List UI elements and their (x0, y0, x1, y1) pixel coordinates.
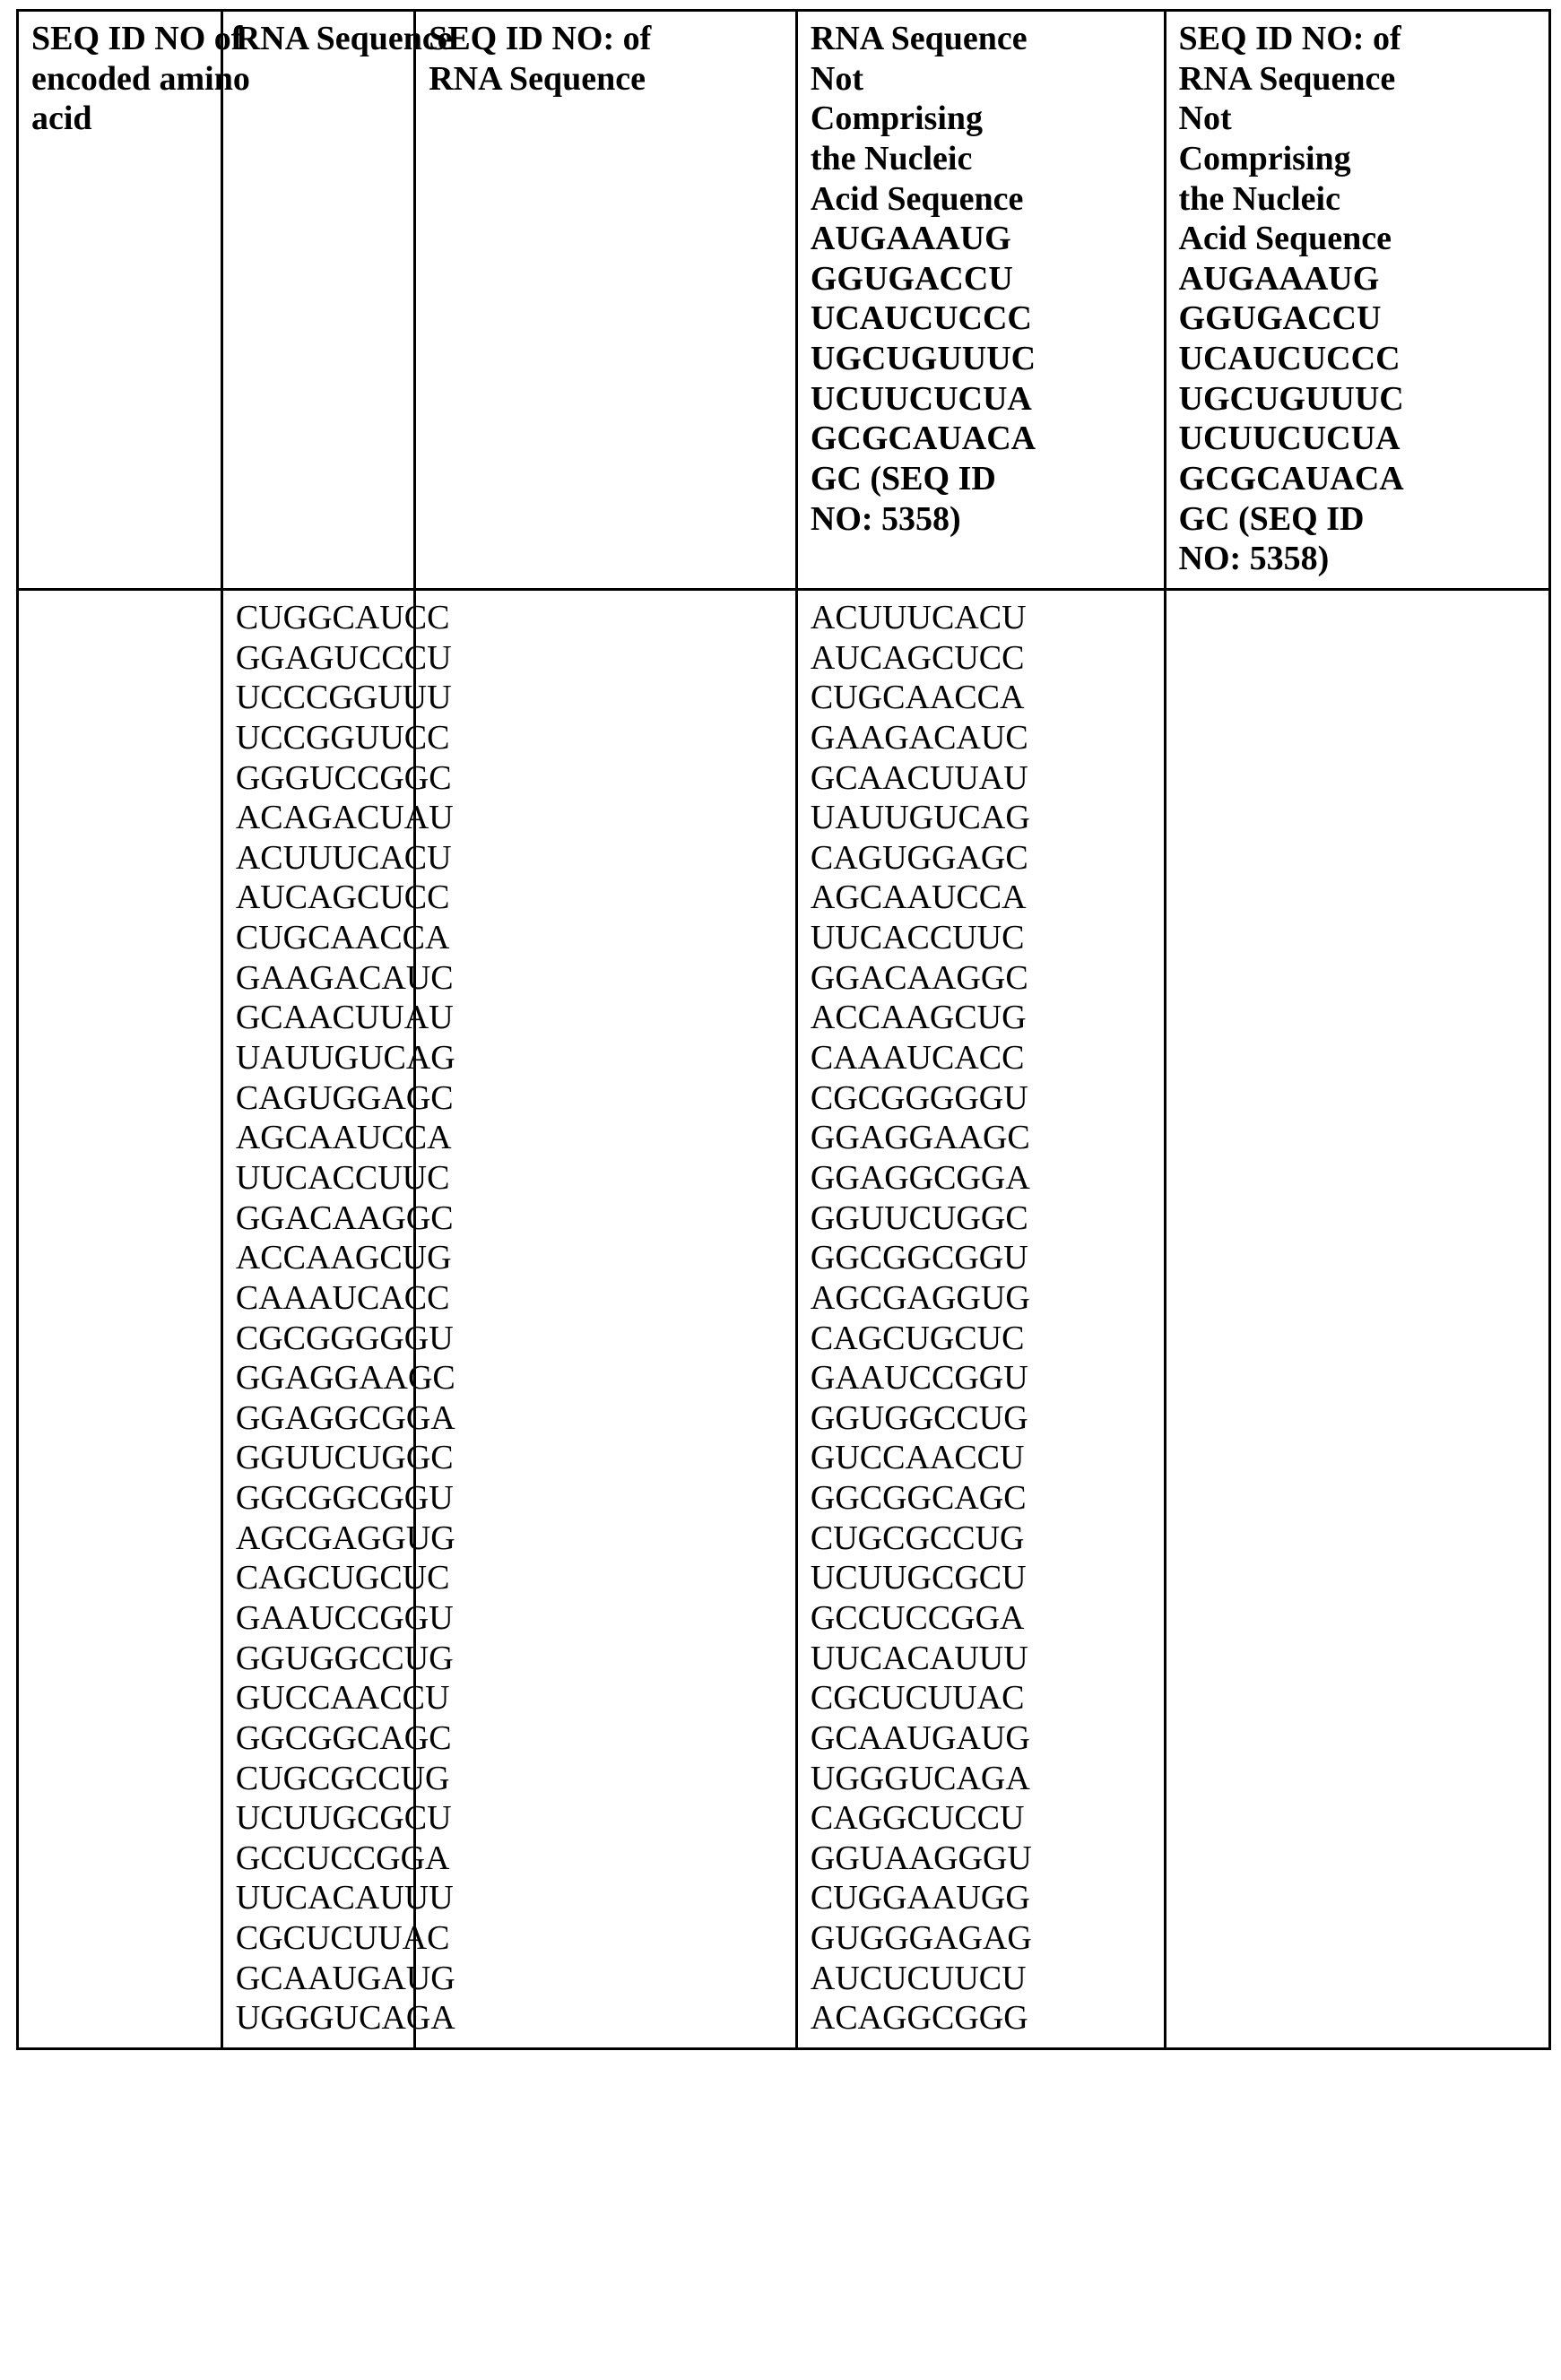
header-line: encoded amino (31, 59, 250, 98)
table-cell-cell-r1c2 (221, 589, 455, 2048)
sequence-line: UAUUGUCAG (810, 799, 1030, 837)
header-line: Comprising (810, 100, 984, 138)
column-header-1 (18, 11, 250, 590)
sequence-line: GGACAAGGC (235, 1199, 454, 1237)
sequence-line: CUGCAACCA (810, 679, 1025, 717)
sequence-line: CUGCGCCUG (810, 1519, 1025, 1557)
sequence-line: CUGGAAUGG (810, 1879, 1030, 1917)
sequence-line: CAGUGGAGC (810, 838, 1028, 877)
sequence-line: CGCUCUUAC (235, 1919, 450, 1958)
sequence-line: AUCAGCUCC (235, 878, 450, 917)
sequence-line: GGUAAGGGU (810, 1839, 1032, 1877)
header-line: AUGAAAUG (810, 220, 1011, 258)
sequence-line: GGAGGCGGA (810, 1158, 1030, 1197)
sequence-line: GCAAUGAUG (810, 1718, 1030, 1757)
sequence-line: AGCGAGGUG (810, 1278, 1030, 1317)
sequence-line: GAAGACAUC (810, 718, 1028, 757)
sequence-line: CAGCUGCUC (810, 1319, 1025, 1357)
header-line: SEQ ID NO: of (1178, 20, 1401, 57)
sequence-line: UCUUGCGCU (810, 1559, 1027, 1597)
sequence-line: ACAGACUAU (235, 799, 454, 837)
column-header-lines (429, 19, 786, 99)
table-cell-cell-r1c4 (796, 589, 1165, 2048)
header-line: Not (1178, 100, 1232, 138)
table-row (18, 589, 1550, 2048)
header-line: the Nucleic (810, 139, 973, 177)
column-header-lines (811, 19, 1155, 539)
column-header-2 (221, 11, 453, 590)
sequence-line: GGUUCUGGC (810, 1199, 1028, 1237)
header-line: AUGAAAUG (1178, 259, 1380, 298)
sequence-line: GUCCAACCU (810, 1439, 1025, 1477)
sequence-line-list (235, 598, 455, 2038)
sequence-line: AGCAAUCCA (810, 878, 1027, 917)
sequence-line: AUCUCUUCU (810, 1959, 1027, 1997)
sequence-line: GGCGGCGGU (810, 1239, 1028, 1277)
header-line: GGUGACCU (1178, 299, 1382, 338)
header-line: Acid Sequence (810, 179, 1024, 218)
table-cell-cell-r1c3 (415, 589, 797, 2048)
sequence-line: UUCACAUUU (235, 1879, 454, 1917)
header-line: acid (31, 100, 92, 138)
empty-cell (1179, 598, 1539, 601)
sequence-line: GGUGGCCUG (810, 1398, 1028, 1437)
sequence-line: UUCACCUUC (810, 919, 1025, 957)
sequence-line: UGGGUCAGA (235, 1999, 455, 2038)
sequence-line: GUCCAACCU (235, 1679, 450, 1718)
sequence-line: GGUGGCCUG (235, 1639, 454, 1677)
header-line: UCUUCUCUA (810, 379, 1032, 418)
sequence-line: CGCGGGGGU (810, 1078, 1028, 1117)
sequence-line: CUGCGCCUG (235, 1759, 450, 1797)
sequence-line: AUCAGCUCC (810, 638, 1025, 677)
table-cell-cell-r1c1 (18, 589, 222, 2048)
sequence-line: CUGCAACCA (235, 919, 450, 957)
sequence-line: AGCGAGGUG (235, 1519, 455, 1557)
sequence-line: CUGGCAUCC (235, 598, 450, 636)
sequence-line: UUCACAUUU (810, 1639, 1028, 1677)
sequence-line: GGCGGCAGC (235, 1718, 452, 1757)
sequence-line: GCAACUUAU (235, 999, 454, 1037)
sequence-line: GGAGGCGGA (235, 1398, 455, 1437)
sequence-line: GGUUCUGGC (235, 1439, 454, 1477)
header-line: the Nucleic (1178, 179, 1340, 218)
header-line: NO: 5358) (1178, 540, 1330, 578)
header-line: Comprising (1178, 139, 1351, 177)
header-line: UGCUGUUUC (1178, 379, 1404, 418)
header-line: RNA Sequence (235, 20, 453, 57)
sequence-line: CGCGGGGGU (235, 1319, 454, 1357)
column-header-5 (1165, 11, 1549, 590)
sequence-line: UAUUGUCAG (235, 1039, 455, 1077)
column-header-lines (31, 19, 250, 139)
sequence-line: GGAGGAAGC (810, 1119, 1030, 1157)
sequence-line: CAGUGGAGC (235, 1078, 454, 1117)
sequence-line: CAGGCUCCU (810, 1799, 1025, 1838)
table-header-row (18, 11, 1550, 590)
sequence-line: CGCUCUUAC (810, 1679, 1025, 1718)
sequence-line: GGGUCCGGC (235, 758, 452, 797)
column-header-3 (415, 11, 797, 590)
header-line: UCAUCUCCC (1178, 340, 1401, 378)
table-cell-cell-r1c5 (1165, 589, 1549, 2048)
sequence-line: GGAGGAAGC (235, 1359, 455, 1398)
header-line: GCGCAUACA (810, 420, 1036, 458)
sequence-line: ACAGGCGGG (810, 1999, 1028, 2038)
sequence-line: UGGGUCAGA (810, 1759, 1030, 1797)
sequence-line: CAGCUGCUC (235, 1559, 450, 1597)
sequence-line: UCUUGCGCU (235, 1799, 452, 1838)
sequence-line: CAAAUCACC (235, 1278, 450, 1317)
rna-sequence-table (16, 9, 1551, 2050)
header-line: GGUGACCU (810, 259, 1013, 298)
column-header-4 (796, 11, 1165, 590)
header-line: UCAUCUCCC (810, 299, 1032, 338)
header-line: UCUUCUCUA (1178, 420, 1401, 458)
sequence-line: GAAUCCGGU (810, 1359, 1028, 1398)
header-line: SEQ ID NO: of (429, 20, 652, 57)
sequence-line: GCAACUUAU (810, 758, 1028, 797)
sequence-line: GAAUCCGGU (235, 1598, 454, 1637)
sequence-line: GGACAAGGC (810, 958, 1028, 997)
column-header-lines (235, 19, 453, 59)
sequence-line: GAAGACAUC (235, 958, 454, 997)
header-line: SEQ ID NO of (31, 20, 243, 57)
sequence-line: GGAGUCCCU (235, 638, 452, 677)
sequence-line: ACCAAGCUG (235, 1239, 452, 1277)
sequence-line: ACUUUCACU (235, 838, 452, 877)
empty-cell (31, 598, 212, 601)
header-line: RNA Sequence (810, 20, 1028, 57)
sequence-line: ACCAAGCUG (810, 999, 1027, 1037)
sequence-line: GUGGGAGAG (810, 1919, 1032, 1958)
header-line: Acid Sequence (1178, 220, 1392, 258)
sequence-line: CAAAUCACC (810, 1039, 1025, 1077)
header-line: UGCUGUUUC (810, 340, 1036, 378)
sequence-line: GGCGGCGGU (235, 1479, 454, 1518)
header-line: NO: 5358) (810, 499, 961, 538)
header-line: RNA Sequence (1178, 59, 1396, 98)
sequence-line: GGCGGCAGC (810, 1479, 1027, 1518)
header-line: GC (SEQ ID (1178, 499, 1365, 538)
header-line: GCGCAUACA (1178, 460, 1404, 498)
sequence-line: UCCCGGUUU (235, 679, 452, 717)
column-header-lines (1179, 19, 1539, 579)
sequence-line: AGCAAUCCA (235, 1119, 452, 1157)
sequence-line: GCAAUGAUG (235, 1959, 455, 1997)
header-line: GC (SEQ ID (810, 460, 996, 498)
header-line: Not (810, 59, 863, 98)
header-line: RNA Sequence (429, 59, 646, 98)
sequence-line: UCCGGUUCC (235, 718, 450, 757)
sequence-line: GCCUCCGGA (235, 1839, 450, 1877)
sequence-line: ACUUUCACU (810, 598, 1027, 636)
sequence-line: GCCUCCGGA (810, 1598, 1025, 1637)
sequence-line-list (811, 598, 1155, 2038)
sequence-line: UUCACCUUC (235, 1158, 450, 1197)
empty-cell (429, 598, 786, 601)
